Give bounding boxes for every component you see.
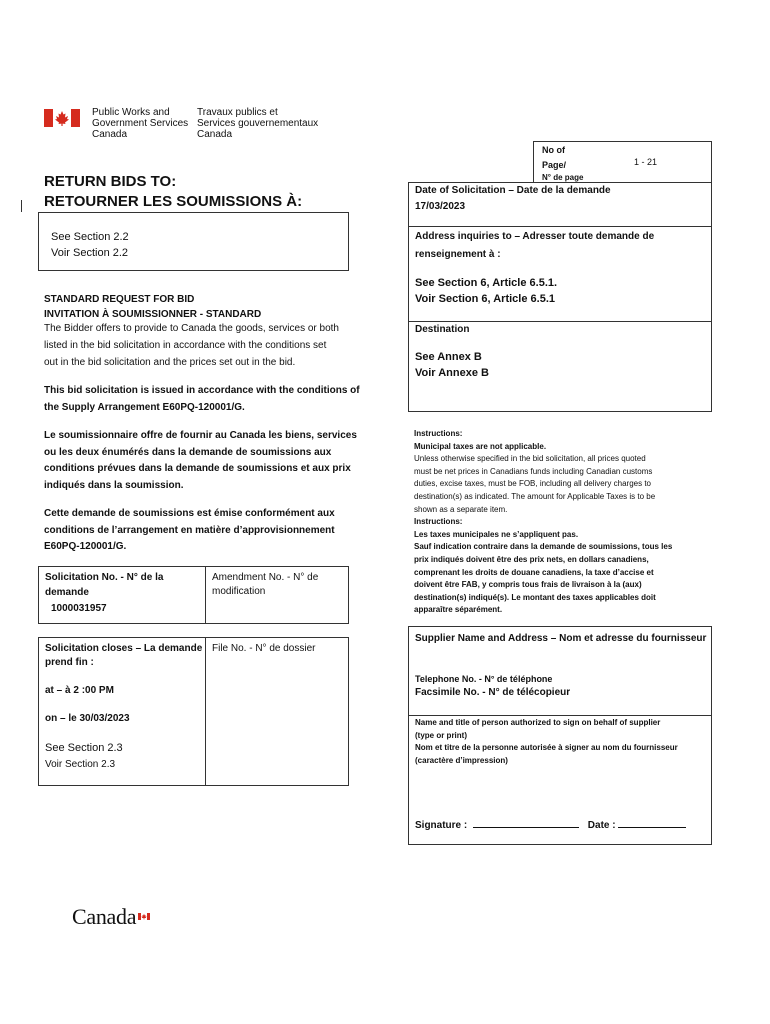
canada-flag-icon — [44, 109, 80, 127]
address-inquiries-label-line1: Address inquiries to – Adresser toute demande de — [415, 231, 655, 242]
closing-label-line1: Solicitation closes – La demande — [45, 643, 203, 654]
address-inquiries-label-line2: renseignement à : — [415, 249, 501, 260]
page-count-box — [533, 141, 712, 183]
closing-ref-fr: Voir Section 2.3 — [45, 759, 116, 770]
amendment-label-line1: Amendment No. - N° de — [212, 572, 319, 583]
standard-request-para1: The Bidder offers to provide to Canada the goods, services or both listed in the bid solicitation in accordance with the conditions set out in the bid solicitation and the prices set out in the bid. — [44, 323, 339, 368]
margin-mark — [21, 200, 22, 212]
date-line[interactable] — [618, 817, 686, 828]
supplier-telephone-label: Telephone No. - N° de téléphone — [415, 674, 553, 684]
return-bids-ref-fr: Voir Section 2.2 — [51, 247, 129, 259]
wordmark-flag-icon — [138, 907, 150, 914]
authorized-person-label: Name and title of person authorized to sign on behalf of supplier (type or print) Nom et titre de la personne autorisée à signer au nom du fournisseur (caractère d’impression) — [415, 718, 678, 765]
return-bids-title: RETURN BIDS TO: RETOURNER LES SOUMISSIONS À: — [44, 173, 303, 210]
signature-field[interactable] — [415, 817, 686, 831]
standard-request-para3: Le soumissionnaire offre de fournir au Canada les biens, services ou les deux énumérés dans la demande de soumissions aux conditions prévues dans la demande de soumissions et aux prix indiqués dans la soumission. — [44, 430, 357, 491]
standard-request-title: STANDARD REQUEST FOR BID INVITATION À SOUMISSIONNER - STANDARD — [44, 294, 262, 320]
amendment-label-line2: modification — [212, 586, 266, 597]
solicitation-date-value: 17/03/2023 — [415, 201, 466, 212]
address-inquiries-value-fr: Voir Section 6, Article 6.5.1 — [415, 293, 555, 305]
destination-label: Destination — [415, 324, 470, 335]
solicitation-number-box — [38, 566, 349, 624]
department-name-fr: Travaux publics et Services gouvernementaux Canada — [197, 107, 319, 140]
supplier-box — [408, 626, 712, 845]
page-count-label-fr2: N° de page — [542, 173, 584, 182]
return-bids-ref-en: See Section 2.2 — [51, 231, 129, 243]
standard-request-para2: This bid solicitation is issued in accordance with the conditions of the Supply Arrangement E60PQ-120001/G. — [44, 385, 360, 413]
destination-value-en: See Annex B — [415, 351, 482, 363]
page-count-value: 1 - 21 — [634, 157, 658, 167]
closing-time: at – à 2 :00 PM — [45, 685, 114, 696]
destination-value-fr: Voir Annexe B — [415, 367, 489, 379]
page-count-label-fr: Page/ — [542, 160, 567, 170]
solicitation-number-label-line1: Solicitation No. - N° de la — [45, 572, 164, 583]
supplier-label: Supplier Name and Address – Nom et adresse du fournisseur — [415, 633, 707, 644]
standard-request-para4: Cette demande de soumissions est émise conformément aux conditions de l’arrangement en matière d’approvisionnement E60PQ-120001/G. — [44, 508, 335, 552]
signature-line[interactable] — [473, 817, 579, 828]
canada-wordmark — [72, 904, 136, 930]
closing-box — [38, 637, 349, 786]
instructions-block: Instructions: Municipal taxes are not applicable. Unless otherwise specified in the bid solicitation, all prices quoted must be net prices in Canadians funds including Canadian customs duties, excise taxes, must be FOB, including all delivery charges to destination(s) as indicated. The amount for Applicable Taxes is to be shown as a separate item. Instructions: Les taxes municipales ne s’appliquent pas. Sauf indication contraire dans la demande de soumissions, tous les prix indiqués doivent être des prix nets, en dollars canadiens, comprenant les droits de douane canadiens, la taxe d’accise et doivent être FAB, y compris tous frais de livraison à la (aux) destination(s) indiqué(s). Le montant des taxes applicables doit apparaître séparément. — [414, 429, 673, 615]
return-bids-box — [38, 212, 349, 271]
solicitation-date-label: Date of Solicitation – Date de la demande — [415, 185, 611, 196]
address-inquiries-value-en: See Section 6, Article 6.5.1. — [415, 277, 558, 289]
closing-label-line2: prend fin : — [45, 657, 94, 668]
page-count-label-en: No of — [542, 145, 565, 155]
date-label: Date : — [587, 820, 616, 831]
closing-ref-en: See Section 2.3 — [45, 742, 123, 754]
solicitation-number-label-line2: demande — [45, 587, 89, 598]
supplier-facsimile-label: Facsimile No. - N° de télécopieur — [415, 687, 571, 698]
right-info-box — [408, 182, 712, 412]
department-name-en: Public Works and Government Services Canada — [92, 107, 189, 140]
canada-wordmark-text: Canada — [72, 904, 137, 929]
solicitation-number-value: 1000031957 — [51, 603, 107, 614]
closing-date: on – le 30/03/2023 — [45, 713, 130, 724]
signature-label: Signature : — [415, 820, 468, 831]
file-number-label: File No. - N° de dossier — [212, 643, 316, 654]
